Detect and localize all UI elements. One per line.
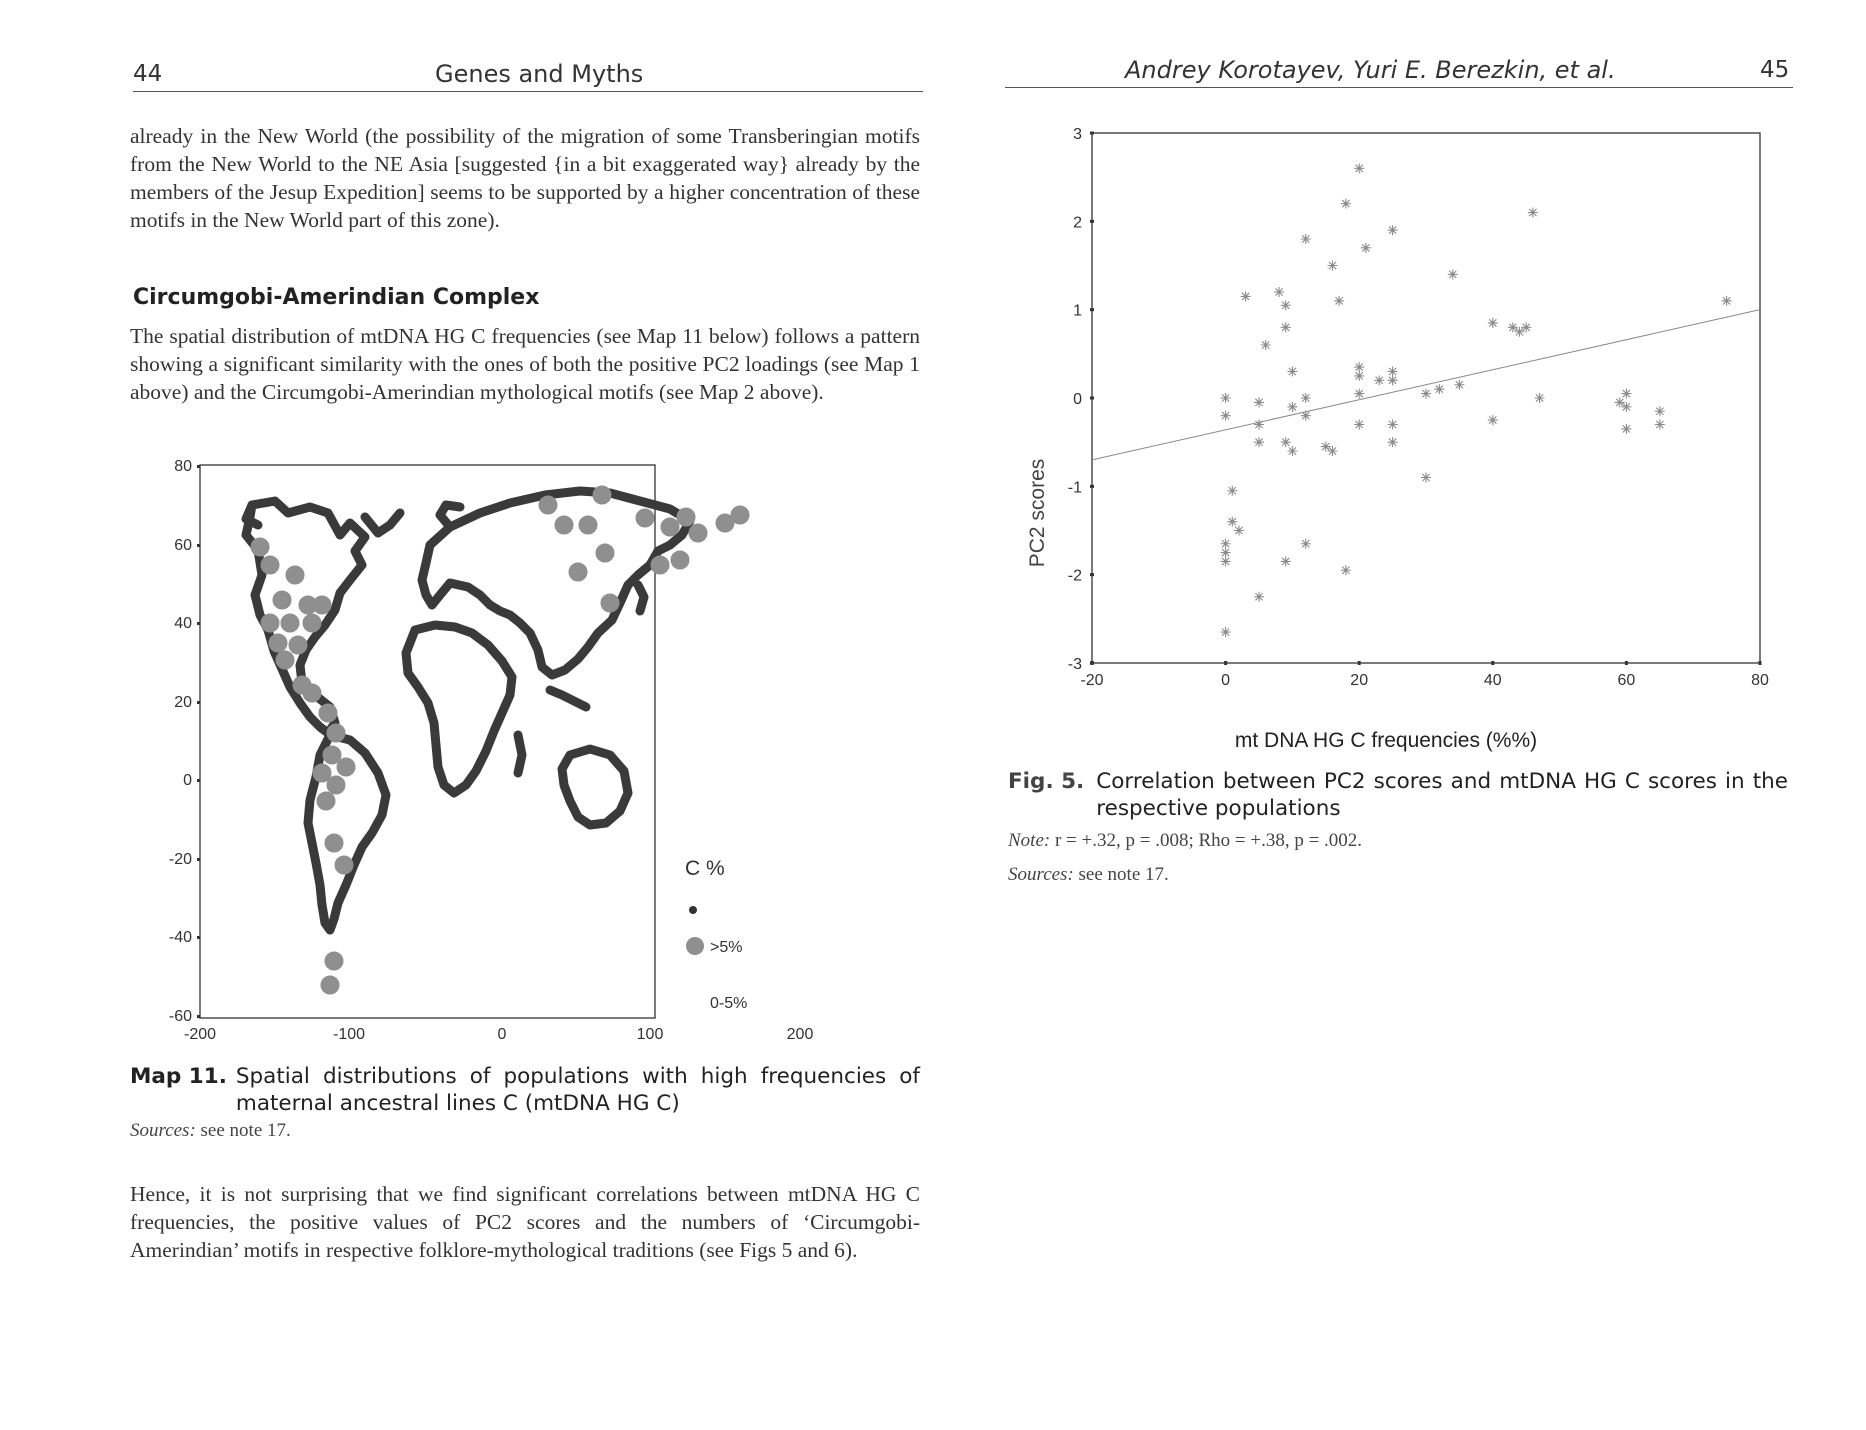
population-dot — [303, 614, 321, 632]
data-point — [1234, 526, 1244, 536]
right-page-number: 45 — [1760, 57, 1790, 83]
data-point — [1535, 393, 1545, 403]
y-tick-label: -3 — [1067, 656, 1082, 673]
population-dot — [313, 764, 331, 782]
left-header-rule — [133, 91, 923, 92]
data-point — [1254, 437, 1264, 447]
map-x-axis — [184, 1026, 813, 1040]
figure-sources-text: see note 17. — [1078, 864, 1169, 885]
data-point — [1227, 517, 1237, 527]
y-tick-label: -1 — [1067, 479, 1082, 497]
data-point — [1254, 592, 1264, 602]
data-point — [1448, 269, 1458, 279]
population-dot — [579, 516, 597, 534]
population-dot — [596, 544, 614, 562]
y-tick-label: 2 — [1073, 214, 1082, 232]
data-point — [1488, 415, 1498, 425]
x-tick-label: -20 — [1080, 672, 1104, 689]
population-dot — [276, 651, 294, 669]
data-point — [1434, 384, 1444, 394]
legend-large-dot-icon — [686, 937, 704, 955]
map-y-tick: 0 — [183, 772, 192, 789]
x-tick-label: 0 — [1221, 672, 1231, 689]
closing-paragraph: Hence, it is not surprising that we find significant correlations between mtDNA HG C frequencies, the positive values of PC2 scores and the numbers of ‘Circumgobi-Amerindian’ motifs in respective folklore-mythological traditions (see Figs 5 and 6). — [130, 1182, 920, 1262]
legend-label-high: >5% — [710, 939, 743, 956]
population-dot — [661, 518, 679, 536]
right-header-rule — [1005, 87, 1793, 88]
data-point — [1221, 556, 1231, 566]
map-x-tick: 200 — [786, 1026, 814, 1040]
data-point — [1655, 406, 1665, 416]
map-y-tick: -20 — [168, 851, 192, 868]
data-point — [1354, 163, 1364, 173]
data-point — [1354, 371, 1364, 381]
population-dot — [569, 563, 587, 581]
data-point — [1287, 402, 1297, 412]
data-point — [1301, 393, 1311, 403]
data-point — [1615, 397, 1625, 407]
population-dot — [289, 636, 307, 654]
population-dot — [327, 724, 345, 742]
data-point — [1374, 375, 1384, 385]
figure-sources — [1008, 864, 1169, 886]
population-dot — [325, 952, 343, 970]
population-dot — [261, 614, 279, 632]
x-tick-mark — [1491, 661, 1494, 665]
data-point — [1388, 225, 1398, 235]
map-caption — [130, 1063, 920, 1117]
data-point — [1521, 322, 1531, 332]
figure-caption-text: Correlation between PC2 scores and mtDNA HG C scores in the respective populations — [1096, 769, 1788, 821]
population-dot — [335, 856, 353, 874]
data-point — [1341, 199, 1351, 209]
population-dot — [269, 634, 287, 652]
x-tick-label: 60 — [1617, 672, 1636, 689]
data-point — [1221, 548, 1231, 558]
map-caption-text: Spatial distributions of populations with high frequencies of maternal ancestral lines C (mtDNA HG C) — [235, 1064, 920, 1116]
intro-paragraph: already in the New World (the possibility of the migration of some Transberingian motifs from the New World to the NE Asia [suggested {in a bit exaggerated way} already by the members of the Jesup Expedition] seems to be supported by a higher concentration of these motifs in the New World part of this zone). — [130, 124, 920, 232]
data-point — [1227, 486, 1237, 496]
left-running-head: Genes and Myths — [435, 60, 644, 88]
map-y-tick: 60 — [174, 537, 192, 554]
data-point — [1388, 420, 1398, 430]
y-tick-label: -2 — [1067, 567, 1082, 585]
data-point — [1261, 340, 1271, 350]
map-y-axis — [169, 458, 192, 1025]
figure-note-label: Note: — [1008, 830, 1051, 851]
population-dot — [319, 704, 337, 722]
population-dot — [337, 758, 355, 776]
map-y-tick: -60 — [168, 1008, 192, 1025]
population-dot — [731, 506, 749, 524]
map-x-tick: 100 — [636, 1026, 664, 1040]
x-tick-mark — [1358, 661, 1361, 665]
y-tick-label: 3 — [1073, 126, 1082, 143]
population-dot — [593, 486, 611, 504]
data-point — [1321, 442, 1331, 452]
data-point — [1621, 402, 1631, 412]
x-tick-mark — [1091, 661, 1094, 665]
population-dot — [251, 538, 269, 556]
data-point — [1722, 296, 1732, 306]
map-x-tick: -100 — [332, 1026, 366, 1040]
map-sources — [130, 1120, 291, 1142]
data-point — [1241, 291, 1251, 301]
population-dot — [281, 614, 299, 632]
map-x-tick: -200 — [183, 1026, 217, 1040]
data-point — [1421, 389, 1431, 399]
data-point — [1515, 327, 1525, 337]
data-point — [1301, 234, 1311, 244]
right-running-head: Andrey Korotayev, Yuri E. Berezkin, et al. — [1125, 56, 1616, 84]
x-tick-label: 40 — [1483, 672, 1502, 689]
population-dot — [555, 516, 573, 534]
data-point — [1221, 627, 1231, 637]
population-dot — [273, 591, 291, 609]
map-y-tick: 40 — [174, 615, 192, 632]
population-dot — [636, 509, 654, 527]
population-dot — [303, 684, 321, 702]
data-point — [1388, 437, 1398, 447]
data-point — [1354, 420, 1364, 430]
population-dot — [651, 556, 669, 574]
section-paragraph: The spatial distribution of mtDNA HG C frequencies (see Map 11 below) follows a pattern showing a significant similarity with the ones of both the positive PC2 loadings (see Map 1 above) and the Circumgobi-Amerindian mythological motifs (see Map 2 above). — [130, 324, 920, 404]
population-dot — [539, 496, 557, 514]
data-point — [1281, 556, 1291, 566]
map-y-tick: 20 — [174, 694, 192, 711]
figure-sources-label: Sources: — [1008, 864, 1074, 885]
data-point — [1454, 380, 1464, 390]
figure-note-text: r = +.32, p = .008; Rho = +.38, p = .002. — [1054, 830, 1363, 851]
data-point — [1354, 362, 1364, 372]
data-point — [1254, 420, 1264, 430]
scatter-plot — [1010, 115, 1800, 765]
map-y-tick: -40 — [168, 929, 192, 946]
y-tick-mark — [1090, 485, 1094, 488]
australia-outline — [562, 749, 628, 825]
population-dot — [261, 556, 279, 574]
figure-note — [1008, 830, 1362, 852]
data-point — [1301, 411, 1311, 421]
madagascar — [518, 735, 522, 773]
y-tick-mark — [1090, 220, 1094, 223]
population-dot — [671, 551, 689, 569]
data-point — [1287, 446, 1297, 456]
figure-caption — [1008, 768, 1788, 822]
greenland-hudson — [365, 513, 400, 533]
world-map-figure — [150, 455, 910, 1040]
regression-line — [1092, 310, 1760, 460]
data-point — [1281, 437, 1291, 447]
data-point — [1488, 318, 1498, 328]
y-tick-mark — [1090, 573, 1094, 576]
data-point — [1388, 375, 1398, 385]
data-point — [1301, 539, 1311, 549]
x-tick-mark — [1759, 661, 1762, 665]
population-dot — [313, 596, 331, 614]
legend-small-dot-icon — [689, 906, 697, 914]
map-y-tick: 80 — [174, 458, 192, 475]
data-point — [1341, 565, 1351, 575]
population-dot — [689, 524, 707, 542]
data-point — [1221, 393, 1231, 403]
figure-caption-label: Fig. 5. — [1008, 769, 1085, 794]
x-tick-label: 20 — [1350, 672, 1369, 689]
population-dot — [327, 776, 345, 794]
x-tick-mark — [1625, 661, 1628, 665]
y-tick-mark — [1090, 308, 1094, 311]
y-tick-label: 1 — [1073, 302, 1082, 320]
data-point — [1287, 367, 1297, 377]
data-point — [1221, 411, 1231, 421]
data-point — [1388, 367, 1398, 377]
data-point — [1621, 424, 1631, 434]
population-dot — [321, 976, 339, 994]
data-point — [1281, 322, 1291, 332]
population-dot — [286, 566, 304, 584]
data-point — [1221, 539, 1231, 549]
japan — [638, 585, 644, 611]
x-axis-label: mt DNA HG C frequencies (%%) — [1234, 729, 1538, 752]
africa-outline — [406, 625, 512, 793]
data-point — [1334, 296, 1344, 306]
data-point — [1281, 300, 1291, 310]
data-point — [1621, 389, 1631, 399]
x-tick-label: 80 — [1751, 672, 1769, 689]
continent-outlines — [246, 491, 690, 930]
legend-title: C % — [685, 857, 725, 880]
legend-label-low: 0-5% — [710, 995, 748, 1012]
data-point — [1327, 446, 1337, 456]
section-heading: Circumgobi-Amerindian Complex — [133, 285, 540, 310]
data-point — [1655, 420, 1665, 430]
map-x-tick: 0 — [497, 1026, 507, 1040]
data-point — [1508, 322, 1518, 332]
indonesia — [550, 690, 586, 707]
map-caption-label: Map 11. — [130, 1064, 227, 1089]
data-point — [1254, 397, 1264, 407]
data-point — [1327, 261, 1337, 271]
data-point — [1528, 208, 1538, 218]
y-axis-label: PC2 scores — [1026, 458, 1049, 568]
left-page-number: 44 — [133, 61, 163, 87]
data-point — [1274, 287, 1284, 297]
map-sources-label: Sources: — [130, 1120, 196, 1141]
y-tick-mark — [1090, 397, 1094, 400]
population-dot — [323, 746, 341, 764]
y-tick-mark — [1090, 132, 1094, 135]
data-point — [1361, 243, 1371, 253]
population-dot — [601, 594, 619, 612]
x-tick-mark — [1224, 661, 1227, 665]
population-dot — [677, 508, 695, 526]
data-point — [1354, 389, 1364, 399]
data-point — [1421, 473, 1431, 483]
map-sources-text: see note 17. — [200, 1120, 291, 1141]
population-dot — [325, 834, 343, 852]
y-tick-label: 0 — [1073, 391, 1082, 408]
population-dot — [317, 792, 335, 810]
